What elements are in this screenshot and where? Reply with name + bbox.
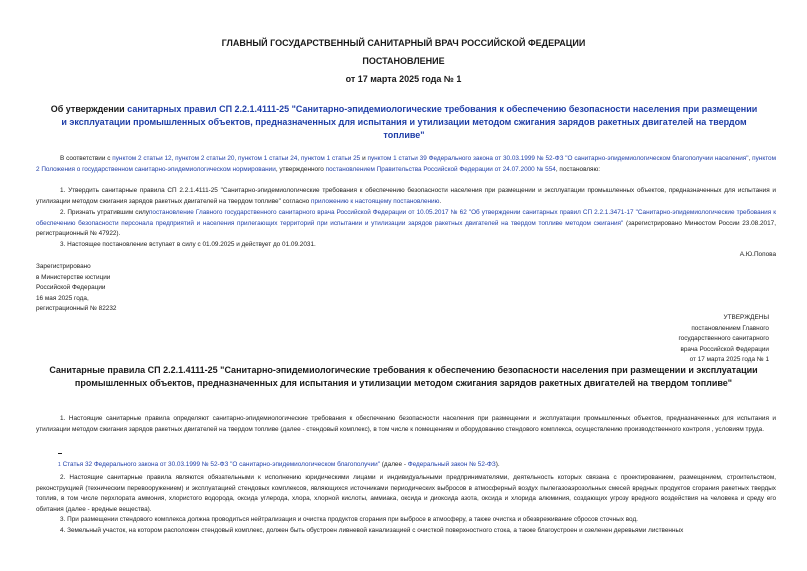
rules-paragraph-2: 2. Настоящие санитарные правила являются обязательными к исполнению юридическими лицами и индивидуальными предпринимателями, деятельность которых связана с проектированием, размещением, строительством, реконструкцией (техническим перевооружением) и эксплуатацией стендовых комплексов, являющихся источниками периодических выбросов в атмосферный воздух пылегазоаэрозольных смесей вредных продуктов сгорания ракетных твердых топлив, в том числе перхлората аммония, хлористого водорода, оксида углерода, хлора, хлорной кислоты, аммиака, оксида и диоксида азота, оксида и хлорида алюминия, создающих угрозу вредного воздействия на человека и среду его обитания (далее - вредные вещества).	[36, 474, 776, 513]
preamble-text-5: , постановляю:	[555, 165, 601, 173]
signature: А.Ю.Попова	[739, 251, 776, 258]
registration-line: 16 мая 2025 года,	[36, 294, 89, 302]
approval-line: УТВЕРЖДЕНЫ	[723, 314, 769, 321]
preamble-regulation-link[interactable]: пунктом 2 Положения о государственном санитарно-эпидемиологическом нормировании	[36, 155, 776, 173]
item-1-paragraph	[36, 186, 776, 207]
preamble-law-articles-link[interactable]: пунктом 2 статьи 12, пунктом 2 статьи 20, пунктом 1 статьи 24, пунктом 1 статьи 25	[112, 155, 361, 162]
item-3-paragraph: 3. Настоящее постановление вступает в силу с 01.09.2025 и действует до 01.09.2031.	[60, 241, 316, 248]
rules-paragraph-3: 3. При размещении стендового комплекса должна проводиться нейтрализация и очистка продуктов сгорания при выбросе в атмосферу, а также очистка и обезвреживание сбросов сточных вод.	[60, 516, 638, 523]
preamble-paragraph	[36, 154, 776, 175]
approval-block	[540, 313, 769, 366]
item-2-registration: (зарегистрировано Минюстом России 23.08.2017, регистрационный № 47922).	[36, 219, 776, 238]
item-1-end: .	[439, 197, 442, 205]
preamble-text-2: и	[360, 155, 368, 162]
registration-line: в Министерстве юстиции	[36, 273, 111, 281]
footnote-law-short-link[interactable]: Федеральный закон № 52-ФЗ	[407, 461, 496, 468]
preamble-government-decree-link[interactable]: постановлением Правительства Российской Федерации от 24.07.2000 № 554	[325, 165, 556, 173]
rules-paragraph-1: 1. Настоящие санитарные правила определяют санитарно-эпидемиологические требования к обеспечению безопасности населения при размещении и эксплуатации промышленных объектов, предназначенных для испытания и утилизации методом сжигания зарядов ракетных двигателей на твердом топливе (далее - стендовый комплекс), в том числе к помещениям и оборудованию стендового комплекса, осуществлению производственного контроля , условиям труда.	[36, 415, 776, 433]
preamble-federal-law-link[interactable]: пунктом 1 статьи 39 Федерального закона от 30.03.1999 № 52-ФЗ "О санитарно-эпидемиологическом благополучии населения"	[367, 155, 749, 162]
registration-line: регистрационный № 82232	[36, 305, 117, 313]
footnote-law-article-link[interactable]: Статья 32 Федерального закона от 30.03.1999 № 52-ФЗ "О санитарно-эпидемиологическом благополучии"	[62, 461, 381, 468]
footnote-separator	[58, 453, 62, 454]
rules-title: Санитарные правила СП 2.2.1.4111-25 "Санитарно-эпидемиологические требования к обеспечению безопасности населения при размещении и эксплуатации промышленных объектов, предназначенных для испытания и утилизации методом сжигания зарядов ракетных двигателей на твердом топливе"	[49, 365, 758, 388]
rules-paragraph-4: 4. Земельный участок, на котором расположен стендовый комплекс, должен быть обустроен ливневой канализацией с очисткой поверхностного стока, а также благоустроен и озеленен деревьями лиственных	[60, 527, 684, 534]
document-type-heading: ПОСТАНОВЛЕНИЕ	[362, 56, 445, 66]
registration-line: Российской Федерации	[36, 284, 106, 292]
preamble-text-1: В соответствии с	[60, 155, 113, 162]
approval-line: постановлением Главного	[691, 324, 769, 332]
footnote-text-1: (далее -	[380, 461, 408, 468]
registration-block	[36, 262, 276, 315]
approval-line: врача Российской Федерации	[680, 345, 769, 353]
item-2-paragraph	[36, 208, 776, 240]
document-date-number: от 17 марта 2025 года № 1	[345, 74, 462, 84]
approval-line: государственного санитарного	[678, 335, 769, 343]
item-1-text: 1. Утвердить санитарные правила СП 2.2.1.4111-25 "Санитарно-эпидемиологические требования к обеспечению безопасности населения при размещении и эксплуатации промышленных объектов, предназначенных для испытания и утилизации методом сжигания зарядов ракетных двигателей на твердом топливе" согласно	[36, 187, 776, 205]
title-rules-link[interactable]: санитарных правил СП 2.2.1.4111-25 "Санитарно-эпидемиологические требования к обеспечению безопасности населения при размещении и эксплуатации промышленных объектов, предназначенных для испытания и утилизации методом сжигания зарядов ракетных двигателей на твердом топливе"	[61, 104, 758, 140]
document-title	[48, 103, 760, 142]
authority-heading: ГЛАВНЫЙ ГОСУДАРСТВЕННЫЙ САНИТАРНЫЙ ВРАЧ РОССИЙСКОЙ ФЕДЕРАЦИИ	[221, 38, 586, 48]
item-1-appendix-link[interactable]: приложению к настоящему постановлению	[311, 197, 440, 205]
registration-line: Зарегистрировано	[36, 263, 91, 270]
item-2-repealed-decree-link[interactable]: постановление Главного государственного санитарного врача Российской Федерации от 10.05.2017 № 62 "Об утверждении санитарных правил СП 2.2.1.3471-17 "Санитарно-эпидемиологические требования к обеспечению безопасности персонала предприятий и населения прилегающих территорий при испытании и утилизации зарядов ракетных двигателей на твердом топливе методом сжигания"	[36, 209, 776, 227]
footnote-text-2: ).	[495, 461, 500, 468]
title-prefix: Об утверждении	[50, 104, 128, 114]
preamble-text-3: ,	[748, 155, 753, 162]
footnote-marker[interactable]: 1	[58, 462, 61, 468]
footnote	[58, 460, 776, 471]
item-2-text: 2. Признать утратившим силу	[60, 209, 149, 216]
approval-line: от 17 марта 2025 года № 1	[689, 356, 769, 364]
preamble-text-4: , утвержденного	[275, 165, 326, 173]
